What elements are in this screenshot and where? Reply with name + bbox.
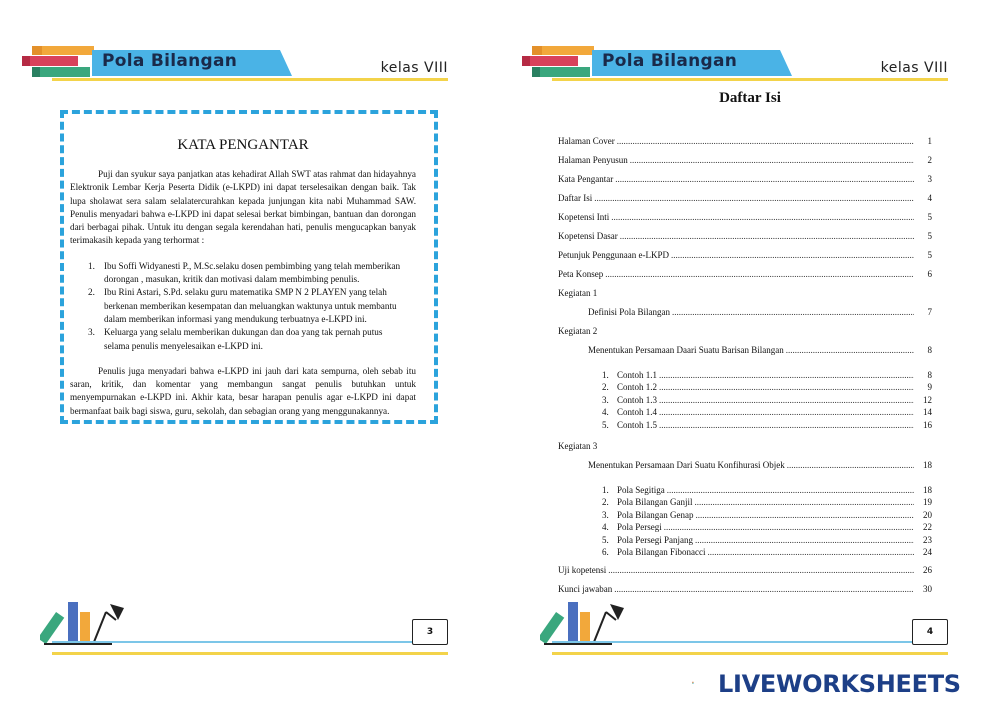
toc-entry-kata-pengantar[interactable]: Kata Pengantar ..... 3 [558,174,932,193]
acknowledgement-list [70,260,416,353]
table-of-contents [558,136,932,603]
toc-entry-pola[interactable]: 2. Pola Bilangan Ganjil ..... 19 [558,497,932,509]
toc-heading-kegiatan-2: Kegiatan 2 [558,326,598,336]
footer-divider-blue [52,641,440,643]
header-title: Pola Bilangan [102,51,238,71]
footer-divider-yellow [52,652,448,655]
header-books-icon [22,45,96,79]
header-title: Pola Bilangan [602,51,738,71]
list-item: 2. Ibu Rini Astari, S.Pd. selaku guru matematika SMP N 2 PLAYEN yang telah berkenan memberikan kesempatan dan meluangkan waktunya untuk membantu dalam memberikan informasi yang mendukung terbuatnya e-LKPD ini. [88,287,397,324]
toc-entry-petunjuk[interactable]: Petunjuk Penggunaan e-LKPD ..... 5 [558,250,932,269]
toc-entry-uji-kompetensi[interactable]: Uji kopetensi ..... 26 [558,565,932,584]
page-number: 4 [912,619,948,645]
toc-entry-pola[interactable]: 3. Pola Bilangan Genap ..... 20 [558,510,932,522]
toc-entry-halaman-cover[interactable]: Halaman Cover ..... 1 [558,136,932,155]
toc-entry-daftar-isi[interactable]: Daftar Isi ..... 4 [558,193,932,212]
header-divider [552,78,948,81]
kata-pengantar-paragraph-1: Puji dan syukur saya panjatkan atas kehadirat Allah SWT atas rahmat dan hidayahnya Elektronik Lembar Kerja Peserta Didik (e-LKPD) ini dapat terselesaikan dengan baik. Tak lupa sholawat sera salam selalatercurahkan kepada junjungan kita nabi Muhammad SAW. Penulis menyadari bahwa e-LKPD ini dapat selesai berkat bimbingan, bantuan dan dorongan dari berbagai pihak. Untuk itu dengan segala kerendahan hati, penulis mengucapkan banyak terimakasih kepada yang terhormat : [70,169,416,246]
toc-entry-contoh[interactable]: 1. Contoh 1.1 ..... 8 [558,370,932,382]
kata-pengantar-title: KATA PENGANTAR [177,137,309,153]
toc-entry-peta-konsep[interactable]: Peta Konsep ..... 6 [558,269,932,288]
header-class-label: kelas VIII [880,60,948,76]
toc-entry-contoh[interactable]: 5. Contoh 1.5 ..... 16 [558,420,932,432]
list-item: 1. Ibu Soffi Widyanesti P., M.Sc.selaku dosen pembimbing yang telah memberikan dorongan , masukan, kritik dan motivasi dalam membimbing penulis. [88,260,401,285]
toc-entry-kunci-jawaban[interactable]: Kunci jawaban ..... 30 [558,584,932,603]
toc-entry-kompetensi-dasar[interactable]: Kopetensi Dasar ..... 5 [558,231,932,250]
toc-entry-kompetensi-inti[interactable]: Kopetensi Inti ..... 5 [558,212,932,231]
toc-entry-contoh[interactable]: 3. Contoh 1.3 ..... 12 [558,395,932,407]
kata-pengantar-box [60,110,438,424]
toc-entry-menentukan-barisan[interactable]: Menentukan Persamaan Daari Suatu Barisan Bilangan ..... 8 [558,345,932,364]
toc-entry-pola[interactable]: 5. Pola Persegi Panjang ..... 23 [558,535,932,547]
footer-divider-yellow [552,652,948,655]
header-divider [52,78,448,81]
list-item: 3. Keluarga yang selalu memberikan dukungan dan doa yang tak pernah putus selama penulis menyelesaikan e-LKPD ini. [88,327,383,351]
toc-entry-halaman-penyusun[interactable]: Halaman Penyusun ..... 2 [558,155,932,174]
toc-entry-pola[interactable]: 4. Pola Persegi ..... 22 [558,522,932,534]
toc-heading-kegiatan-3: Kegiatan 3 [558,440,598,451]
toc-entry-contoh[interactable]: 2. Contoh 1.2 ..... 9 [558,382,932,394]
toc-entry-definisi[interactable]: Definisi Pola Bilangan ..... 7 [558,307,932,326]
page-number: 3 [412,619,448,645]
kata-pengantar-paragraph-2: Penulis juga menyadari bahwa e-LKPD ini jauh dari kata sempurna, oleh sebab itu saran, kritik, dan komentar yang membangun sangat penulis butuhkan untuk menyempurnakan e-LKPD ini. Akhir kata, besar harapan penulis agar e-LKPD ini dapat bermanfaat baik bagi siswa, guru, sekolah, dan sebagian orang yang menggunakannya. [70,365,416,416]
toc-entry-menentukan-konfigurasi[interactable]: Menentukan Persamaan Dari Suatu Konfihurasi Objek ..... 18 [558,460,932,479]
toc-entry-pola[interactable]: 6. Pola Bilangan Fibonacci ..... 24 [558,547,932,559]
toc-entry-pola[interactable]: 1. Pola Segitiga ..... 18 [558,485,932,497]
toc-heading-kegiatan-1: Kegiatan 1 [558,288,598,298]
liveworksheets-badge-icon [692,670,716,696]
header-books-icon [522,45,596,79]
daftar-isi-title: Daftar Isi [719,90,781,106]
liveworksheets-logo: LIVEWORKSHEETS [718,670,961,698]
header-class-label: kelas VIII [380,60,448,76]
toc-entry-contoh[interactable]: 4. Contoh 1.4 ..... 14 [558,407,932,419]
footer-divider-blue [552,641,940,643]
